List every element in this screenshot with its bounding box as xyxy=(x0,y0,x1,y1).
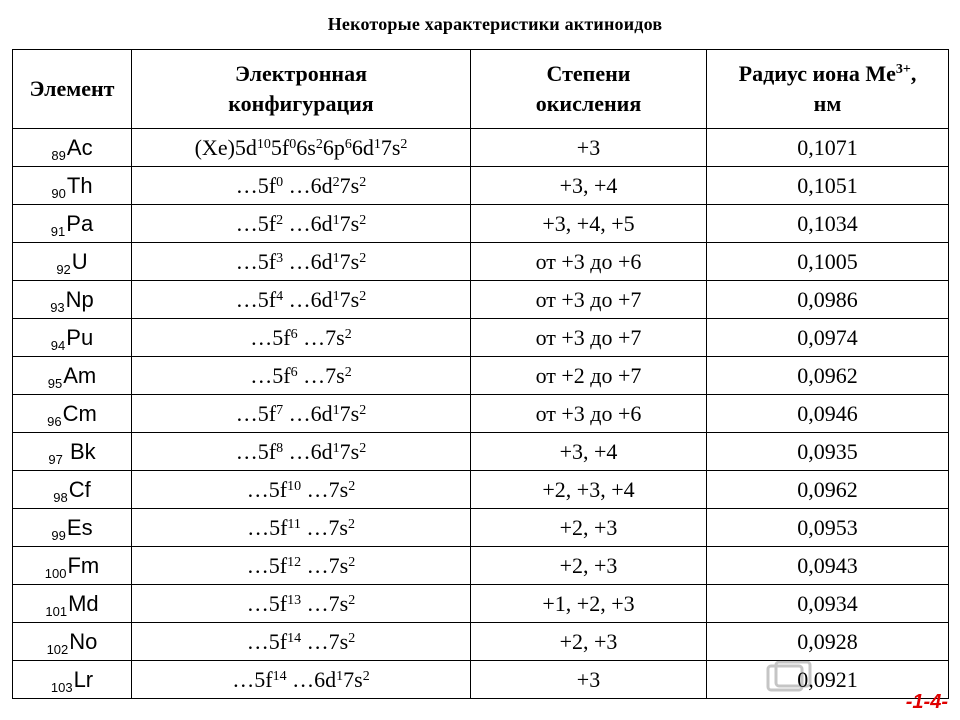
config-exponent: 2 xyxy=(348,478,356,494)
cell-element xyxy=(13,509,132,547)
cell-config xyxy=(132,129,471,167)
config-text: 6p xyxy=(322,134,345,160)
table-row xyxy=(13,395,949,433)
cell-config xyxy=(132,243,471,281)
config-exponent: 2 xyxy=(348,630,356,646)
config-exponent: 2 xyxy=(332,174,340,190)
config-text: …5f xyxy=(232,666,273,692)
config-exponent: 2 xyxy=(359,440,367,456)
atomic-number: 99 xyxy=(51,527,66,543)
cell-radius: 0,1005 xyxy=(707,243,949,281)
cell-radius: 0,0962 xyxy=(707,471,949,509)
header-radius-text xyxy=(738,59,918,119)
header-oxidation xyxy=(471,50,707,129)
config-text: 7s xyxy=(343,666,363,692)
config-text: …6d xyxy=(283,286,333,312)
config-text: 7s xyxy=(339,286,360,312)
header-oxidation-text: Степени окисления xyxy=(535,61,642,116)
config-text: 6d xyxy=(351,134,374,160)
atomic-number: 97 xyxy=(48,451,63,467)
table-row xyxy=(13,623,949,661)
cell-radius: 0,0986 xyxy=(707,281,949,319)
cell-radius: 0,0928 xyxy=(707,623,949,661)
config-exponent: 2 xyxy=(362,668,370,684)
config-text: …6d xyxy=(283,248,333,274)
table-row xyxy=(13,167,949,205)
actinides-table xyxy=(12,49,949,699)
config-exponent: 14 xyxy=(287,630,302,646)
cell-config xyxy=(132,509,471,547)
element-symbol: Am xyxy=(63,362,97,388)
cell-element xyxy=(13,623,132,661)
cell-config xyxy=(132,471,471,509)
element-symbol: No xyxy=(69,628,98,654)
config-text: …5f xyxy=(250,324,291,350)
cell-radius: 0,0962 xyxy=(707,357,949,395)
cell-radius: 0,0974 xyxy=(707,319,949,357)
cell-radius: 0,1051 xyxy=(707,167,949,205)
table-row xyxy=(13,433,949,471)
cell-config xyxy=(132,167,471,205)
config-exponent: 2 xyxy=(359,402,367,418)
config-exponent: 1 xyxy=(332,250,340,266)
config-exponent: 2 xyxy=(344,364,352,380)
cell-element xyxy=(13,661,132,699)
atomic-number: 98 xyxy=(53,489,68,505)
cell-oxidation: от +3 до +7 xyxy=(471,281,707,319)
cell-radius: 0,1034 xyxy=(707,205,949,243)
config-text: …5f xyxy=(235,438,277,464)
cell-oxidation: +3 xyxy=(471,129,707,167)
cell-radius: 0,0946 xyxy=(707,395,949,433)
config-exponent: 8 xyxy=(276,440,284,456)
watermark-icon xyxy=(766,660,814,694)
element-symbol: Es xyxy=(66,514,93,540)
cell-element xyxy=(13,205,132,243)
cell-oxidation: +3 xyxy=(471,661,707,699)
config-exponent: 1 xyxy=(332,402,340,418)
atomic-number: 94 xyxy=(50,337,66,353)
cell-element xyxy=(13,243,132,281)
table-row xyxy=(13,129,949,167)
config-text: 7s xyxy=(380,134,401,160)
config-exponent: 2 xyxy=(359,212,367,228)
cell-config xyxy=(132,357,471,395)
cell-element xyxy=(13,471,132,509)
atomic-number: 92 xyxy=(56,261,71,277)
cell-oxidation: +2, +3, +4 xyxy=(471,471,707,509)
config-exponent: 1 xyxy=(332,212,340,228)
element-symbol: U xyxy=(71,248,88,274)
config-text: …7s xyxy=(297,362,345,388)
cell-element xyxy=(13,395,132,433)
config-text: 7s xyxy=(339,400,360,426)
cell-element xyxy=(13,281,132,319)
element-symbol: Md xyxy=(68,590,99,616)
config-text: …6d xyxy=(286,666,337,692)
cell-oxidation: +2, +3 xyxy=(471,509,707,547)
config-exponent: 2 xyxy=(315,136,323,152)
header-config xyxy=(132,50,471,129)
cell-radius: 0,0934 xyxy=(707,585,949,623)
element-symbol: Th xyxy=(66,172,93,198)
config-exponent: 13 xyxy=(287,592,302,608)
config-exponent: 7 xyxy=(276,402,284,418)
table-row xyxy=(13,205,949,243)
element-symbol: Ac xyxy=(66,134,93,160)
config-text: …5f xyxy=(235,172,277,198)
atomic-number: 95 xyxy=(47,375,63,391)
cell-config xyxy=(132,623,471,661)
cell-oxidation: от +3 до +6 xyxy=(471,243,707,281)
config-exponent: 2 xyxy=(347,516,355,532)
config-text: …5f xyxy=(246,628,288,654)
table-header-row xyxy=(13,50,949,129)
header-radius xyxy=(707,50,949,129)
config-text: …5f xyxy=(235,210,277,236)
cell-config xyxy=(132,547,471,585)
config-exponent: 2 xyxy=(359,174,367,190)
atomic-number: 100 xyxy=(44,565,67,581)
config-exponent: 12 xyxy=(287,554,302,570)
table-row xyxy=(13,357,949,395)
config-exponent: 0 xyxy=(276,174,284,190)
cell-radius: 0,0921 xyxy=(707,661,949,699)
cell-config xyxy=(132,319,471,357)
config-text: …5f xyxy=(235,400,277,426)
config-text: …5f xyxy=(247,514,288,540)
atomic-number: 91 xyxy=(50,223,66,239)
config-text: …7s xyxy=(300,514,348,540)
config-text: …7s xyxy=(301,476,349,502)
cell-config xyxy=(132,661,471,699)
config-exponent: 2 xyxy=(400,136,408,152)
config-text: …7s xyxy=(297,324,345,350)
config-text: 7s xyxy=(339,172,360,198)
config-text: 5f xyxy=(270,134,290,160)
cell-oxidation: +2, +3 xyxy=(471,547,707,585)
config-exponent: 2 xyxy=(276,212,284,228)
element-symbol: Bk xyxy=(63,438,96,464)
config-exponent: 1 xyxy=(373,136,381,152)
element-symbol: Lr xyxy=(73,666,94,692)
table-row xyxy=(13,281,949,319)
header-radius-suffix: , нм xyxy=(813,61,917,116)
cell-element xyxy=(13,433,132,471)
table-row xyxy=(13,509,949,547)
config-text: 7s xyxy=(339,210,360,236)
cell-config xyxy=(132,281,471,319)
element-symbol: Np xyxy=(65,286,94,312)
cell-radius: 0,1071 xyxy=(707,129,949,167)
cell-radius: 0,0943 xyxy=(707,547,949,585)
config-text: …5f xyxy=(235,286,277,312)
atomic-number: 93 xyxy=(50,299,65,315)
config-text: …5f xyxy=(246,476,288,502)
table-row xyxy=(13,547,949,585)
config-exponent: 2 xyxy=(348,554,356,570)
element-symbol: Pu xyxy=(66,324,94,350)
table-row xyxy=(13,243,949,281)
config-exponent: 2 xyxy=(344,326,352,342)
header-config-text: Электронная конфигурация xyxy=(228,61,374,116)
config-exponent: 1 xyxy=(332,288,340,304)
cell-oxidation: +3, +4, +5 xyxy=(471,205,707,243)
cell-radius: 0,0953 xyxy=(707,509,949,547)
config-text: …7s xyxy=(301,552,349,578)
header-element: Элемент xyxy=(13,50,132,129)
cell-config xyxy=(132,395,471,433)
element-symbol: Cf xyxy=(68,476,91,502)
atomic-number: 96 xyxy=(47,413,62,429)
table-row xyxy=(13,319,949,357)
config-exponent: 6 xyxy=(344,136,352,152)
atomic-number: 101 xyxy=(45,603,68,619)
element-symbol: Cm xyxy=(62,400,97,426)
config-exponent: 1 xyxy=(332,440,340,456)
config-text: 7s xyxy=(339,248,360,274)
config-exponent: 1 xyxy=(336,668,344,684)
config-text: …6d xyxy=(283,438,333,464)
config-text: …5f xyxy=(246,590,288,616)
element-symbol: Fm xyxy=(67,552,100,578)
config-text: …5f xyxy=(246,552,288,578)
config-exponent: 2 xyxy=(348,592,356,608)
cell-oxidation: от +3 до +7 xyxy=(471,319,707,357)
element-symbol: Pa xyxy=(66,210,94,236)
config-text: …7s xyxy=(301,590,349,616)
config-exponent: 10 xyxy=(287,478,302,494)
cell-element xyxy=(13,167,132,205)
config-text: 6s xyxy=(296,134,316,160)
config-exponent: 0 xyxy=(289,136,297,152)
cell-oxidation: от +2 до +7 xyxy=(471,357,707,395)
page-number: -1-4- xyxy=(905,691,948,713)
cell-oxidation: от +3 до +6 xyxy=(471,395,707,433)
config-text: 7s xyxy=(339,438,360,464)
cell-element xyxy=(13,585,132,623)
config-exponent: 3 xyxy=(276,250,284,266)
page-title: Некоторые характеристики актиноидов xyxy=(327,14,663,34)
table-body xyxy=(13,129,949,699)
table-row xyxy=(13,471,949,509)
config-text: …5f xyxy=(250,362,291,388)
cell-oxidation: +2, +3 xyxy=(471,623,707,661)
cell-element xyxy=(13,319,132,357)
config-text: …6d xyxy=(283,400,333,426)
cell-config xyxy=(132,585,471,623)
cell-config xyxy=(132,205,471,243)
table-row xyxy=(13,585,949,623)
config-exponent: 11 xyxy=(287,516,301,532)
cell-radius: 0,0935 xyxy=(707,433,949,471)
config-exponent: 14 xyxy=(272,668,287,684)
cell-oxidation: +3, +4 xyxy=(471,433,707,471)
config-exponent: 6 xyxy=(290,364,298,380)
cell-element xyxy=(13,129,132,167)
config-text: …7s xyxy=(301,628,349,654)
config-exponent: 10 xyxy=(256,136,271,152)
header-radius-sup: 3+ xyxy=(895,62,911,77)
config-exponent: 4 xyxy=(276,288,284,304)
config-text: …6d xyxy=(283,172,333,198)
atomic-number: 103 xyxy=(50,679,73,695)
config-exponent: 2 xyxy=(359,288,367,304)
atomic-number: 90 xyxy=(51,185,66,201)
config-exponent: 2 xyxy=(359,250,367,266)
config-text: …5f xyxy=(235,248,277,274)
header-radius-prefix: Радиус иона Me xyxy=(738,61,896,86)
atomic-number: 89 xyxy=(51,147,66,163)
cell-element xyxy=(13,547,132,585)
config-text: (Xe)5d xyxy=(194,134,257,160)
config-text: …6d xyxy=(283,210,333,236)
cell-oxidation: +1, +2, +3 xyxy=(471,585,707,623)
cell-oxidation: +3, +4 xyxy=(471,167,707,205)
cell-element xyxy=(13,357,132,395)
config-exponent: 6 xyxy=(290,326,298,342)
atomic-number: 102 xyxy=(46,641,69,657)
cell-config xyxy=(132,433,471,471)
